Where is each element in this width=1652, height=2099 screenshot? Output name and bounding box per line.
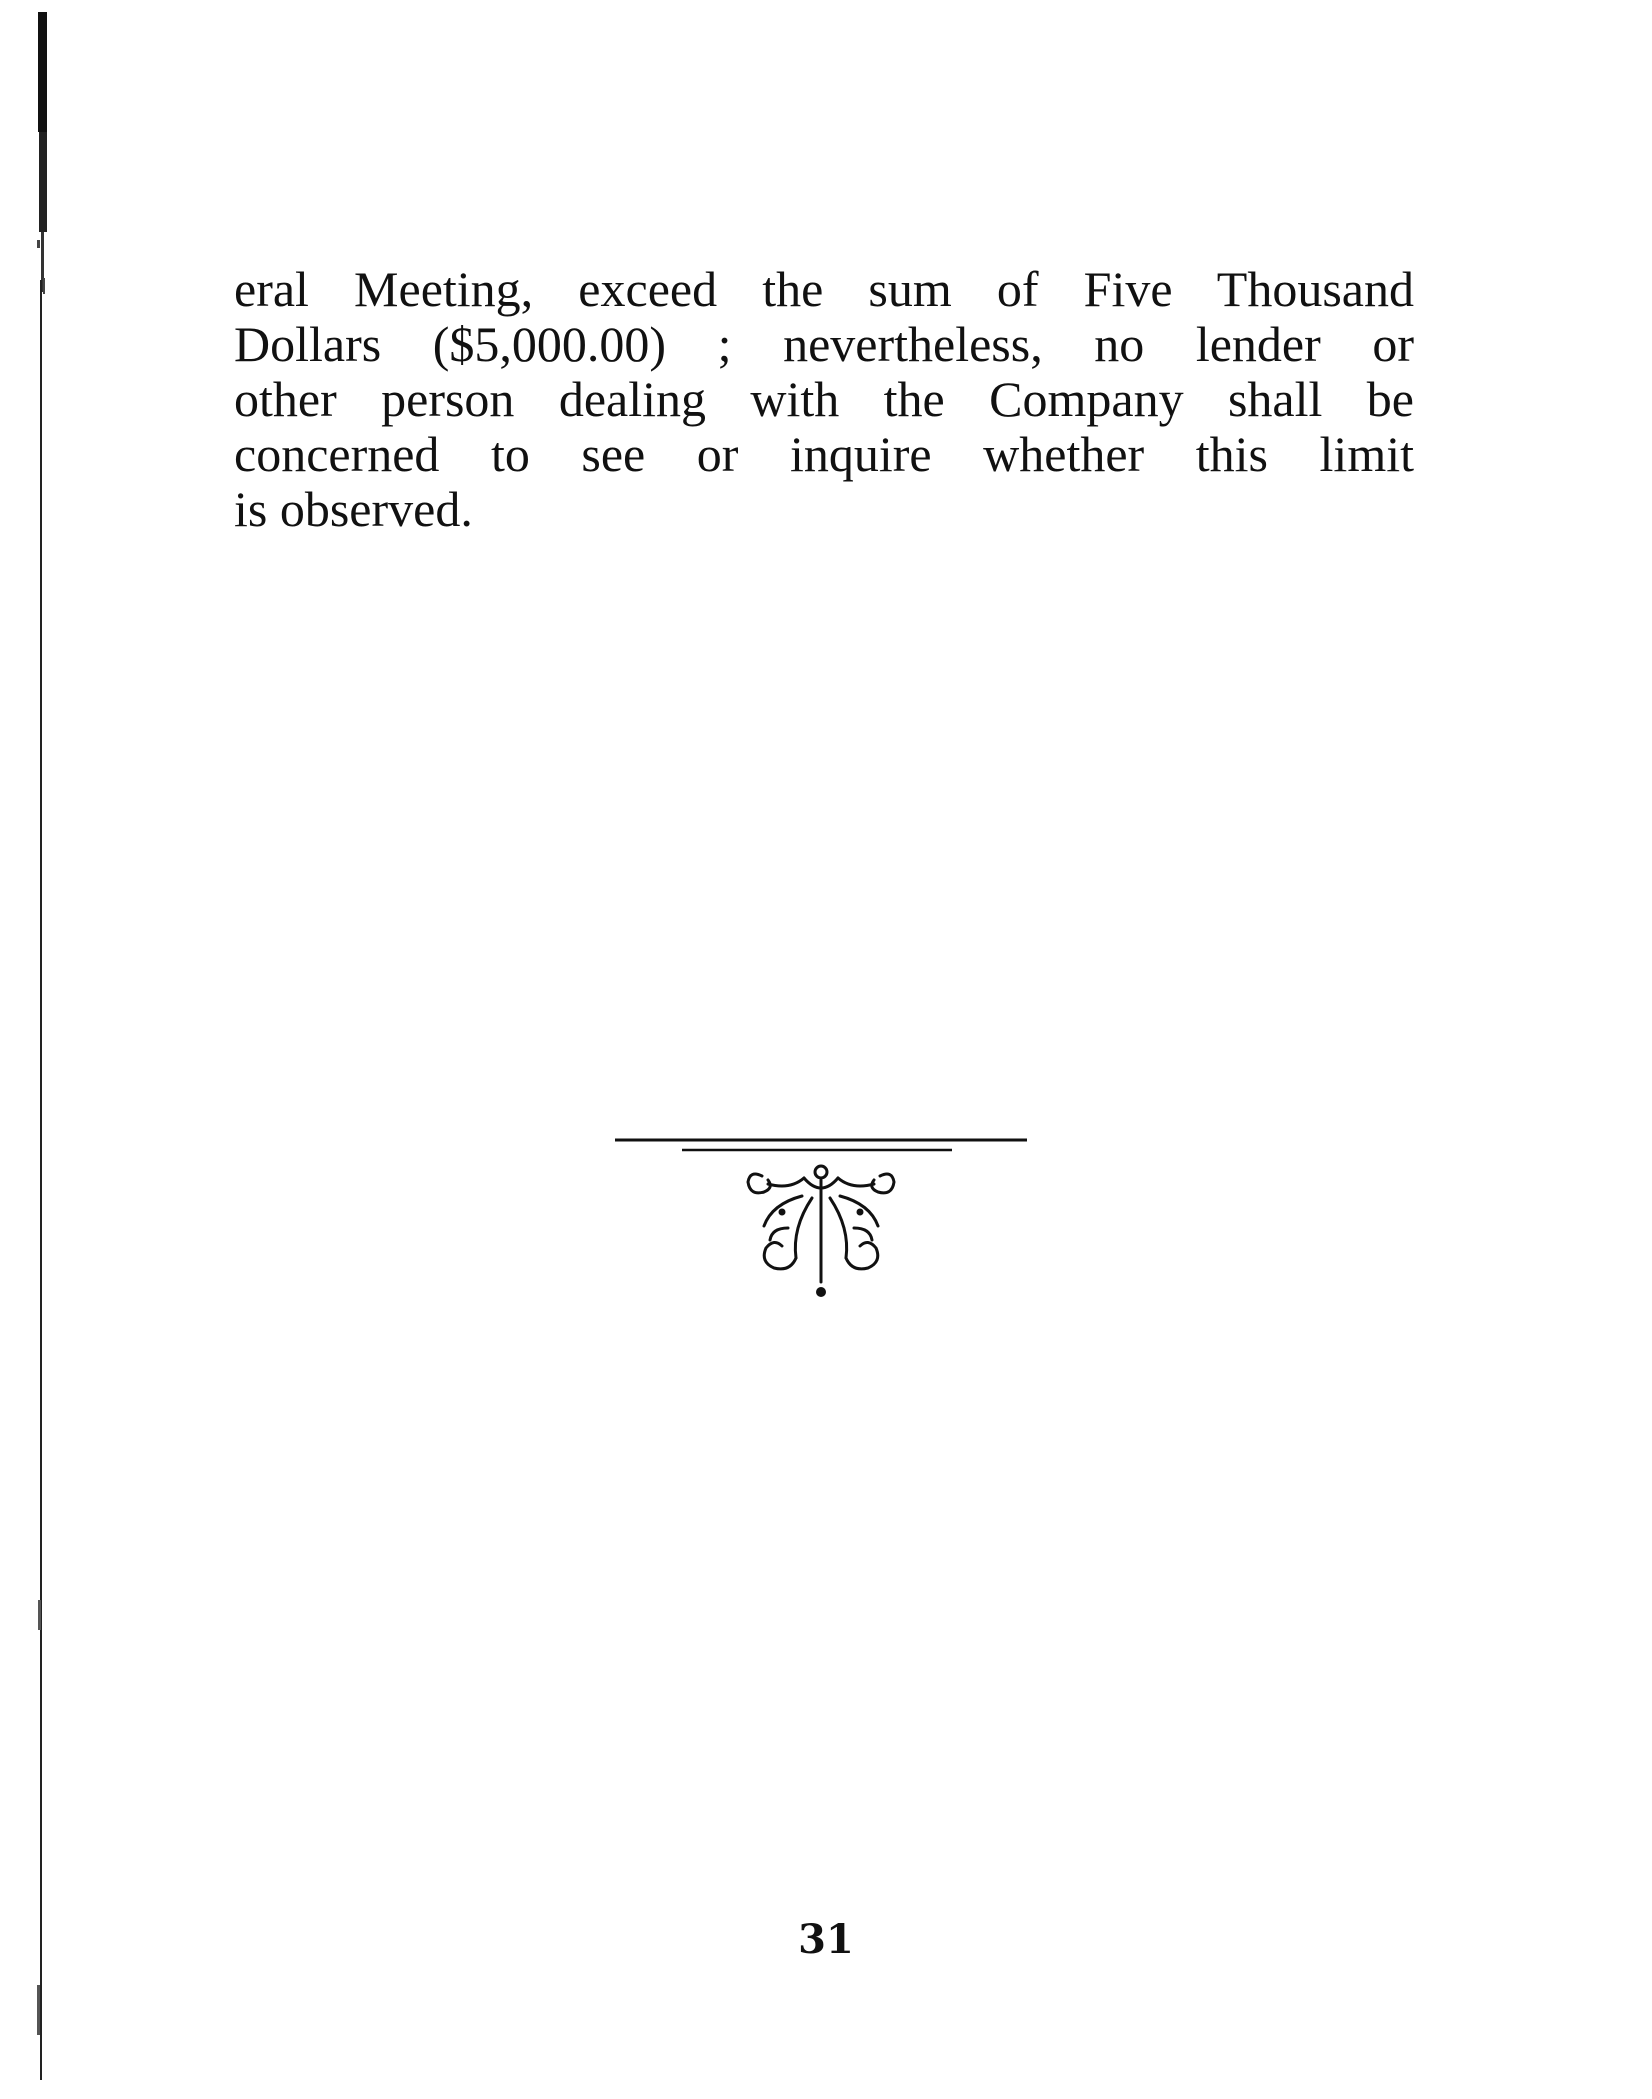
text-line-1: eral Meeting, exceed the sum of Five Thousand xyxy=(234,261,1414,317)
body-paragraph xyxy=(234,262,1414,537)
binding-edge xyxy=(0,0,60,2099)
text-line-2: Dollars ($5,000.00) ; nevertheless, no lender or xyxy=(234,316,1414,372)
page-number: 31 xyxy=(798,1916,854,1963)
text-line-5: is observed. xyxy=(234,481,473,537)
text-line-4: concerned to see or inquire whether this limit xyxy=(234,426,1414,482)
scroll-ornament-icon xyxy=(612,1132,1030,1312)
text-line-3: other person dealing with the Company shall be xyxy=(234,371,1414,427)
